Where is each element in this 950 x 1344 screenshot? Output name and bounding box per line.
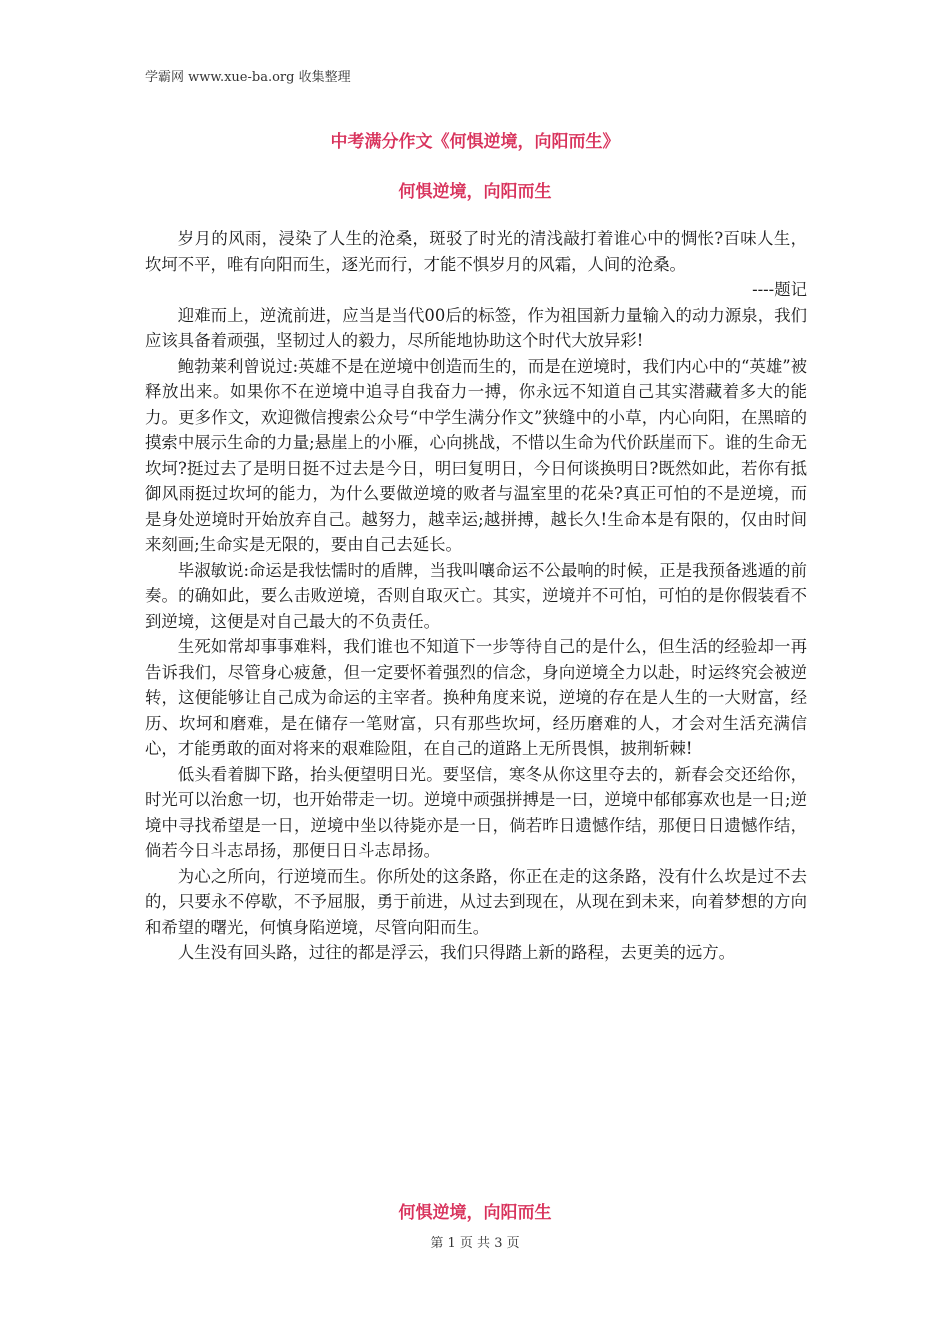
paragraph: 迎难而上，逆流前进，应当是当代00后的标签，作为祖国新力量输入的动力源泉，我们应该具备着顽强，坚韧过人的毅力，尽所能地协助这个时代大放异彩! bbox=[145, 305, 807, 350]
paragraph-closing: 人生没有回头路，过往的都是浮云，我们只得踏上新的路程，去更美的远方。 bbox=[177, 943, 736, 962]
article-body bbox=[145, 226, 807, 966]
paragraph: 鲍勃莱利曾说过:英雄不是在逆境中创造而生的，而是在逆境时，我们内心中的“英雄”被释放出来。如果你不在逆境中追寻自我奋力一搏，你永远不知道自己其实潜藏着多大的能力。更多作文，欢迎微信搜索公众号“中学生满分作文”狭缝中的小草，内心向阳，在黑暗的摸索中展示生命的力量;悬崖上的小雁，心向挑战，不惜以生命为代价跃崖而下。谁的生命无坎坷?挺过去了是明日挺不过去是今日，明曰复明日，今日何谈换明日?既然如此，若你有抵御风雨挺过坎坷的能力，为什么要做逆境的败者与温室里的花朵?真正可怕的不是逆境，而是身处逆境时开始放弃自己。越努力，越幸运;越拼搏，越长久!生命本是有限的，仅由时间来刻画;生命实是无限的，要由自己去延长。 bbox=[145, 356, 807, 554]
inscription-label: ----题记 bbox=[752, 280, 807, 299]
source-note: 学霸网 www.xue-ba.org 收集整理 bbox=[145, 70, 351, 85]
sub-title: 何惧逆境，向阳而生 bbox=[398, 182, 552, 202]
footer-title: 何惧逆境，向阳而生 bbox=[398, 1203, 552, 1223]
main-title: 中考满分作文《何惧逆境，向阳而生》 bbox=[330, 132, 620, 152]
page-number: 第 1 页 共 3 页 bbox=[430, 1236, 520, 1251]
paragraph: 低头看着脚下路，抬头便望明日光。要坚信，寒冬从你这里夺去的，新春会交还给你，时光可以治愈一切，也开始带走一切。逆境中顽强拼搏是一曰，逆境中郁郁寡欢也是一日;逆境中寻找希望是一日，逆境中坐以待毙亦是一日，倘若昨日遗憾作结，那便日日遗憾作结，倘若今日斗志昂扬，那便日日斗志昂扬。 bbox=[145, 764, 807, 860]
paragraph: 生死如常却事事难料，我们谁也不知道下一步等待自己的是什么，但生活的经验却一再告诉我们，尽管身心疲惫，但一定要怀着强烈的信念，身向逆境全力以赴，时运终究会被逆转，这便能够让自己成为命运的主宰者。换种角度来说，逆境的存在是人生的一大财富，经历、坎坷和磨难，是在储存一笔财富，只有那些坎坷，经历磨难的人，才会对生活充满信心，才能勇敢的面对将来的艰难险阻，在自己的道路上无所畏惧，披荆斩棘! bbox=[145, 637, 807, 758]
paragraph: 为心之所向，行逆境而生。你所处的这条路，你正在走的这条路，没有什么坎是过不去的，只要永不停歇，不予屈服，勇于前进，从过去到现在，从现在到未来，向着梦想的方向和希望的曙光，何慎身陷逆境，尽管向阳而生。 bbox=[145, 866, 807, 937]
paragraph: 毕淑敏说:命运是我怯懦时的盾牌，当我叫嚷命运不公最响的时候，正是我预备逃遁的前奏。的确如此，要么击败逆境，否则自取灭亡。其实，逆境并不可怕，可怕的是你假装看不到逆境，这便是对自己最大的不负责任。 bbox=[145, 560, 807, 631]
paragraph-intro: 岁月的风雨，浸染了人生的沧桑，斑驳了时光的清浅敲打着谁心中的惆怅?百味人生，坎坷不平，唯有向阳而生，逐光而行，才能不惧岁月的风霜，人间的沧桑。 bbox=[145, 229, 807, 274]
